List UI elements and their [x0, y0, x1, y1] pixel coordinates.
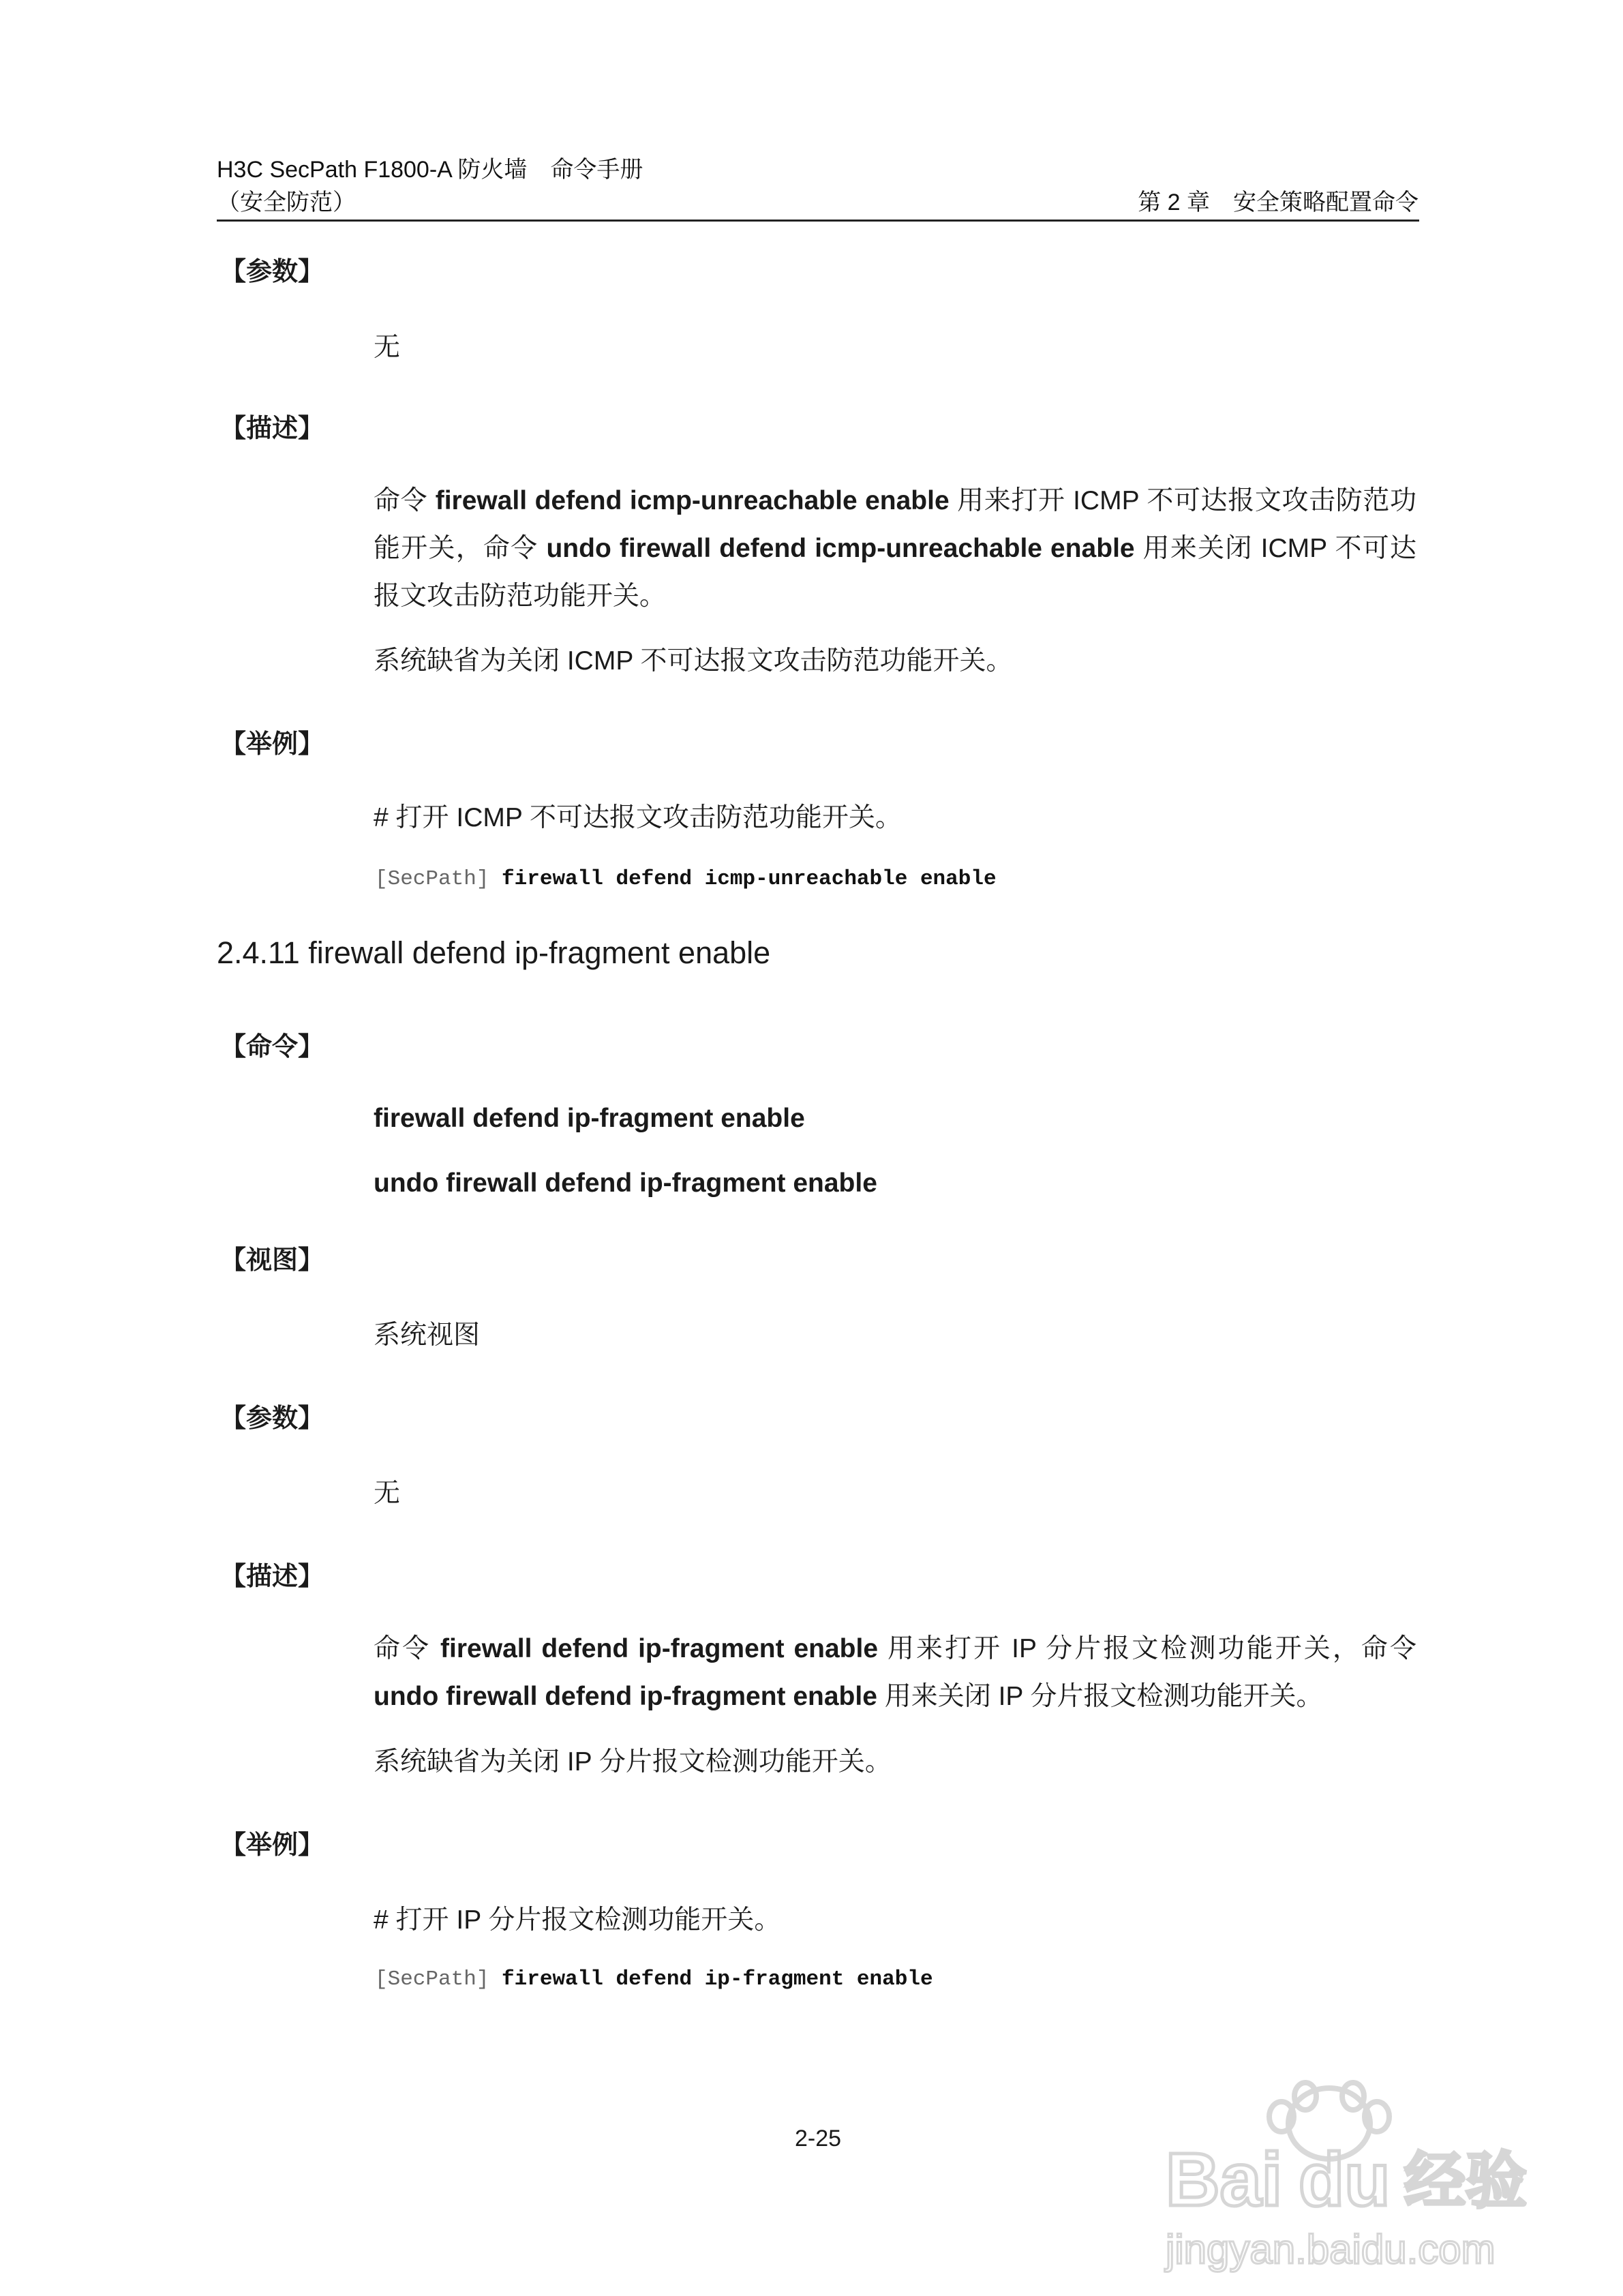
- desc-label-2: 【描述】: [220, 1562, 324, 1591]
- desc-label-1: 【描述】: [220, 414, 324, 443]
- params-label-2: 【参数】: [220, 1404, 324, 1433]
- svg-text:经验: 经验: [1404, 2145, 1527, 2217]
- command-label: 【命令】: [220, 1033, 324, 1061]
- view-label: 【视图】: [220, 1246, 324, 1275]
- example-comment-1: # 打开 ICMP 不可达报文攻击防范功能开关。: [374, 803, 902, 832]
- example-label-2: 【举例】: [220, 1831, 324, 1860]
- header-doc-subtitle: （安全防范）: [217, 190, 356, 215]
- code-prompt: [SecPath]: [375, 1967, 489, 1991]
- section-heading: 2.4.11 firewall defend ip-fragment enable: [217, 935, 771, 970]
- command-undo: undo firewall defend ip-fragment enable: [374, 1168, 877, 1198]
- header-doc-title: H3C SecPath F1800-A 防火墙 命令手册: [217, 157, 643, 183]
- svg-text:jingyan.baidu.com: jingyan.baidu.com: [1166, 2226, 1496, 2272]
- example-code-2: [375, 1966, 933, 1993]
- code-command: firewall defend ip-fragment enable: [502, 1967, 933, 1991]
- params-value-2: 无: [374, 1479, 401, 1508]
- inline-command: firewall defend ip-fragment enable: [440, 1634, 879, 1663]
- svg-text:du: du: [1299, 2138, 1391, 2222]
- example-comment-2: # 打开 IP 分片报文检测功能开关。: [374, 1905, 781, 1935]
- desc-paragraph-1: 命令 firewall defend icmp-unreachable enable 用来打开 ICMP 不可达报文攻击防范功能开关，命令 undo firewall defend icmp-unreachable enable 用来关闭 ICMP 不可达报文攻击防范功能开关。: [374, 486, 1416, 611]
- params-label-1: 【参数】: [220, 258, 324, 286]
- header-rule: [217, 220, 1419, 222]
- example-code-1: [375, 866, 997, 893]
- baidu-jingyan-watermark: [1152, 2076, 1547, 2280]
- svg-text:Bai: Bai: [1166, 2138, 1283, 2222]
- desc-paragraph-3: 命令 firewall defend ip-fragment enable 用来打开 IP 分片报文检测功能开关，命令 undo firewall defend ip-fragment enable 用来关闭 IP 分片报文检测功能开关。: [374, 1634, 1417, 1711]
- command-enable: firewall defend ip-fragment enable: [374, 1104, 805, 1133]
- desc-paragraph-2: 系统缺省为关闭 ICMP 不可达报文攻击防范功能开关。: [374, 646, 1013, 676]
- inline-command: undo firewall defend ip-fragment enable: [374, 1682, 877, 1711]
- inline-command: undo firewall defend icmp-unreachable enable: [546, 534, 1135, 563]
- header-chapter: 第 2 章 安全策略配置命令: [1138, 190, 1419, 215]
- view-value: 系统视图: [374, 1320, 481, 1350]
- inline-command: firewall defend icmp-unreachable enable: [435, 486, 950, 515]
- desc-paragraph-4: 系统缺省为关闭 IP 分片报文检测功能开关。: [374, 1747, 892, 1777]
- example-label-1: 【举例】: [220, 730, 324, 759]
- params-value-1: 无: [374, 333, 401, 362]
- code-prompt: [SecPath]: [375, 867, 489, 891]
- page-number: 2-25: [794, 2126, 842, 2151]
- code-command: firewall defend icmp-unreachable enable: [502, 867, 997, 891]
